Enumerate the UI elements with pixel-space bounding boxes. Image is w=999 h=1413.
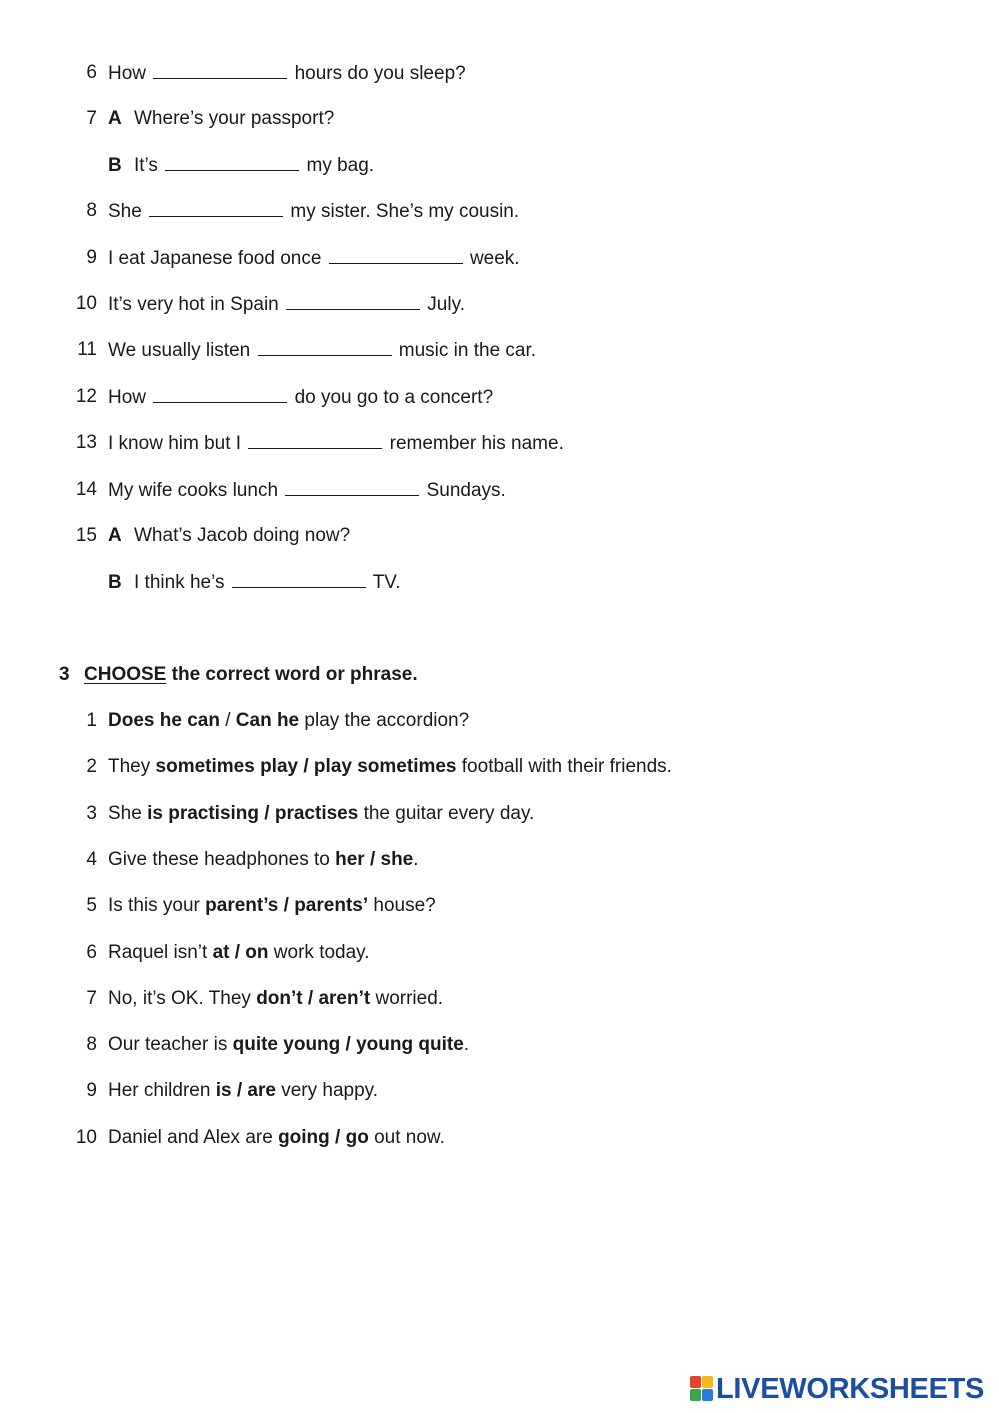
item-number: 15	[75, 525, 97, 546]
answer-blank[interactable]	[153, 386, 287, 403]
text-before-blank: I think he’s	[134, 572, 230, 593]
text-after-blank: my bag.	[301, 155, 375, 176]
choice-options[interactable]: her / she	[335, 848, 414, 870]
sentence-text: No, it’s OK. They	[108, 987, 257, 1009]
item-text	[108, 803, 534, 825]
instruction-keyword: CHOOSE	[84, 664, 167, 685]
item-number: 8	[86, 1034, 97, 1056]
sentence-text: out now.	[368, 1126, 445, 1148]
item-text	[108, 1080, 378, 1102]
text-before-blank: I eat Japanese food once	[108, 248, 327, 269]
choice-options[interactable]: at / on	[212, 941, 269, 963]
item-number: 1	[86, 710, 97, 731]
text-before-blank: It’s	[134, 155, 164, 176]
sentence-text: Raquel isn’t	[108, 941, 213, 963]
liveworksheets-logo-icon	[690, 1376, 714, 1402]
text-after-blank: TV.	[367, 572, 401, 593]
choice-options[interactable]: Can he	[235, 710, 300, 731]
text-before-blank: We usually listen	[108, 340, 256, 361]
item-text	[108, 988, 443, 1010]
item-number: 10	[75, 293, 97, 314]
sentence-text: house?	[368, 895, 436, 917]
item-text	[108, 247, 520, 270]
item-number: 9	[86, 247, 97, 268]
sentence-text: Daniel and Alex are	[108, 1126, 279, 1148]
sentence-text: Our teacher is	[108, 1034, 233, 1056]
logo-text: LIVEWORKSHEETS	[716, 1372, 985, 1405]
answer-blank[interactable]	[232, 571, 366, 588]
text-after-blank: Sundays.	[421, 480, 506, 501]
item-text	[108, 571, 401, 594]
answer-blank[interactable]	[285, 479, 419, 496]
answer-blank[interactable]	[329, 247, 463, 264]
choice-options[interactable]: is practising / practises	[147, 802, 359, 824]
speaker-label: B	[108, 155, 122, 176]
item-text	[108, 756, 672, 778]
item-number: 2	[86, 756, 97, 778]
item-number: 10	[75, 1126, 97, 1148]
item-text	[108, 339, 536, 362]
sentence-text: Her children	[108, 1080, 216, 1102]
choice-options[interactable]: don’t / aren’t	[256, 987, 371, 1009]
section-instruction	[84, 664, 418, 686]
sentence-text: work today.	[268, 941, 370, 963]
answer-blank[interactable]	[165, 154, 299, 171]
text-before-blank: It’s very hot in Spain	[108, 294, 285, 315]
text-before-blank: She	[108, 201, 148, 222]
item-text	[108, 200, 519, 223]
speaker-label: A	[108, 525, 122, 546]
sentence-text: /	[219, 710, 236, 731]
choice-options[interactable]: quite young / young quite	[232, 1034, 464, 1056]
answer-blank[interactable]	[153, 62, 287, 79]
answer-blank[interactable]	[258, 339, 392, 356]
text-after-blank: week.	[464, 248, 520, 269]
choice-options[interactable]: parent’s / parents’	[205, 895, 369, 917]
item-number: 6	[86, 62, 97, 83]
item-text	[108, 154, 374, 177]
speaker-label: A	[108, 108, 122, 129]
sentence-text: Is this your	[108, 895, 206, 917]
text-before-blank: I know him but I	[108, 433, 247, 454]
sentence-text: She	[108, 802, 148, 824]
item-number: 7	[86, 987, 97, 1009]
item-number: 13	[75, 432, 97, 453]
item-number: 8	[86, 200, 97, 221]
item-number: 4	[86, 848, 97, 870]
item-text	[108, 62, 466, 85]
section-number: 3	[59, 664, 70, 685]
text-before-blank: How	[108, 387, 152, 408]
item-text	[108, 710, 469, 732]
text-before-blank: What’s Jacob doing now?	[134, 525, 351, 546]
text-after-blank: hours do you sleep?	[289, 63, 466, 84]
text-after-blank: remember his name.	[384, 433, 564, 454]
sentence-text: .	[463, 1034, 470, 1056]
choice-options[interactable]: going / go	[278, 1126, 369, 1148]
choice-options[interactable]: sometimes play / play sometimes	[155, 756, 457, 778]
speaker-label: B	[108, 572, 122, 593]
sentence-text: They	[108, 756, 156, 778]
answer-blank[interactable]	[286, 293, 420, 310]
item-number: 6	[86, 941, 97, 963]
choice-options[interactable]: Does he can	[108, 710, 220, 731]
sentence-text: Give these headphones to	[108, 848, 336, 870]
item-number: 7	[86, 108, 97, 129]
item-text	[108, 432, 564, 455]
text-after-blank: do you go to a concert?	[289, 387, 494, 408]
choice-options[interactable]: is / are	[215, 1080, 276, 1102]
text-after-blank: my sister. She’s my cousin.	[285, 201, 520, 222]
item-text	[108, 108, 334, 130]
answer-blank[interactable]	[149, 200, 283, 217]
item-text	[108, 386, 493, 409]
item-text	[108, 942, 370, 964]
item-text	[108, 293, 465, 316]
sentence-text: play the accordion?	[299, 710, 470, 731]
item-text	[108, 1127, 445, 1149]
item-text	[108, 525, 350, 547]
sentence-text: football with their friends.	[456, 756, 672, 778]
item-number: 5	[86, 895, 97, 917]
answer-blank[interactable]	[248, 432, 382, 449]
liveworksheets-logo	[690, 1374, 984, 1404]
item-text	[108, 479, 506, 502]
item-number: 3	[86, 802, 97, 824]
instruction-rest: the correct word or phrase.	[166, 664, 418, 685]
sentence-text: worried.	[370, 987, 444, 1009]
item-number: 9	[86, 1080, 97, 1102]
item-number: 11	[77, 339, 97, 360]
item-text	[108, 849, 419, 871]
item-number: 14	[75, 479, 97, 500]
sentence-text: .	[413, 848, 419, 870]
text-before-blank: My wife cooks lunch	[108, 480, 284, 501]
item-text	[108, 895, 436, 917]
sentence-text: the guitar every day.	[358, 802, 535, 824]
text-before-blank: How	[108, 63, 152, 84]
text-before-blank: Where’s your passport?	[134, 108, 335, 129]
text-after-blank: July.	[422, 294, 465, 315]
text-after-blank: music in the car.	[393, 340, 537, 361]
sentence-text: very happy.	[275, 1080, 379, 1102]
item-text	[108, 1034, 469, 1056]
item-number: 12	[75, 386, 97, 407]
